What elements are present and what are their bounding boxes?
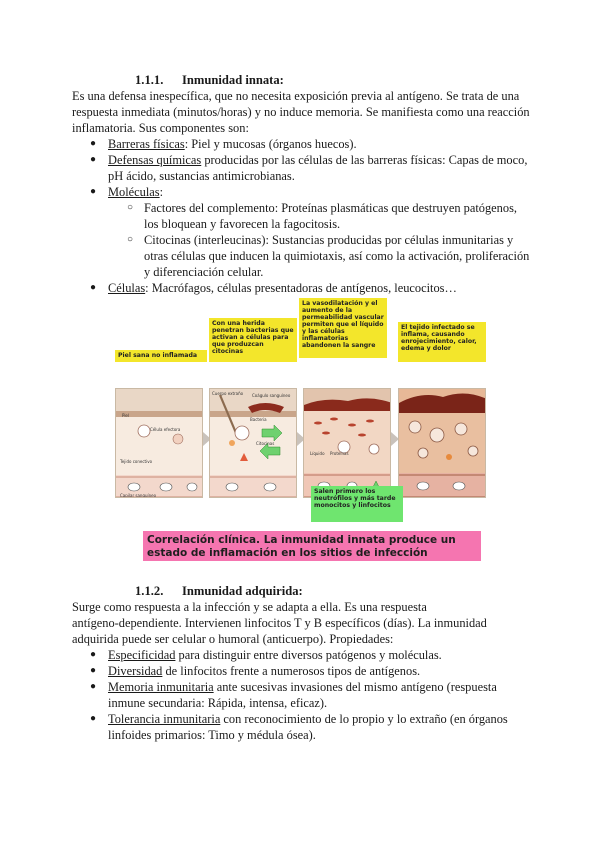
label-bacteria: Bacteria [250,417,267,422]
label-blood-clot: Coágulo sanguíneo [252,393,291,398]
list-item [72,679,532,711]
panel-inflamed [398,388,486,498]
label-cytokines: Citocinas [256,441,275,446]
label-effector-cell: Célula efectora [150,427,181,432]
caption-inflamed-tissue: El tejido infectado se inflama, causando enrojecimiento, calor, edema y dolor [398,322,486,362]
list-item [72,663,532,679]
label-skin: Piel [122,413,130,418]
section-number: 1.1.1. [135,73,164,87]
list-item-term: Barreras físicas [108,137,185,151]
acquired-intro-line-1: Surge como respuesta a la infección y se adapta a ella. Es una respuesta [72,600,427,614]
caption-healthy-skin: Piel sana no inflamada [115,350,207,362]
caption-vasodilation: La vasodilatación y el aumento de la permeabilidad vascular permiten que el líquido y las células inflamatorias abandonen la sangre [299,298,387,358]
list-item-text: con reconocimiento de lo propio y lo extraño (en órganos linfoides primarios: Timo y médula ósea). [108,712,508,742]
label-connective-tissue: Tejido conectivo [120,459,153,464]
list-item-term: Memoria inmunitaria [108,680,214,694]
caption-neutrophils: Salen primero los neutrófilos y más tarde monocitos y linfocitos [311,486,403,522]
section-heading-innate [135,72,284,88]
list-item [72,280,532,296]
innate-components-list [72,136,532,296]
sub-list-item: ○ Citocinas (interleucinas): Sustancias producidas por células inmunitarias y otras células que inducen la quimiotaxis, así como la activación, proliferación y diferenciación celular. [108,232,532,280]
clinical-correlation-box: Correlación clínica. La inmunidad innata produce un estado de inflamación en los sitios de infección [143,531,481,561]
vasodilation-illustration [304,389,391,498]
label-foreign-body: Cuerpo extraño [212,391,244,396]
list-item-text: para distinguir entre diversos patógenos y moléculas. [175,648,442,662]
sub-list-item: ○ Factores del complemento: Proteínas plasmáticas que destruyen patógenos, los bloquean y favorecen la fagocitosis. [108,200,532,232]
panel-vasodilation [303,388,391,498]
list-item-term: Células [108,281,146,295]
list-item [72,184,532,280]
label-proteins: Proteínas [330,451,349,456]
list-item-text: ante sucesivas invasiones del mismo antígeno (respuesta inmune secundaria: Rápida, intensa, eficaz). [108,680,497,710]
list-item-text: : [159,185,164,199]
innate-intro-paragraph: Es una defensa inespecífica, que no necesita exposición previa al antígeno. Se trata de una respuesta inmediata (minutos/horas) y no induce memoria. Se manifiesta como una reacción inflamatoria. Sus componentes son: [72,89,530,135]
acquired-properties-list [72,647,532,743]
label-capillary: Capilar sanguíneo [120,493,157,498]
inflammation-figure [115,296,487,526]
list-item-term: Moléculas [108,185,160,199]
list-item-term: Diversidad [108,664,163,678]
acquired-intro-line-2: antígeno-dependiente. Intervienen linfocitos T y B específicos (días). La inmunidad adquirida puede ser celular o humoral (anticuerpo). Propiedades: [72,616,487,646]
caption-wound: Con una herida penetran bacterias que activan a células para que produzcan citocinas [209,318,297,362]
list-item-term: Defensas químicas [108,153,202,167]
healthy-skin-illustration [116,389,203,498]
list-item [72,152,532,184]
section-heading-acquired [135,583,303,599]
list-item [72,711,532,743]
list-item-text: : Piel y mucosas (órganos huecos). [184,137,357,151]
wound-illustration [210,389,297,498]
section-title: Inmunidad innata: [182,73,284,87]
inflamed-tissue-illustration [399,389,486,498]
label-fluid: Líquido [310,451,325,456]
molecules-sublist [108,200,532,280]
list-item-text: de linfocitos frente a numerosos tipos de antígenos. [162,664,421,678]
list-item-text: producidas por las células de las barreras físicas: Capas de moco, pH ácido, sustancias antimicrobianas. [108,153,528,183]
list-item-term: Especificidad [108,648,176,662]
section-number: 1.1.2. [135,584,164,598]
list-item [72,136,532,152]
section-title: Inmunidad adquirida: [182,584,303,598]
list-item [72,647,532,663]
panel-wound [209,388,297,498]
panel-healthy-skin [115,388,203,498]
list-item-text: : Macrófagos, células presentadoras de antígenos, leucocitos… [145,281,457,295]
list-item-term: Tolerancia inmunitaria [108,712,221,726]
